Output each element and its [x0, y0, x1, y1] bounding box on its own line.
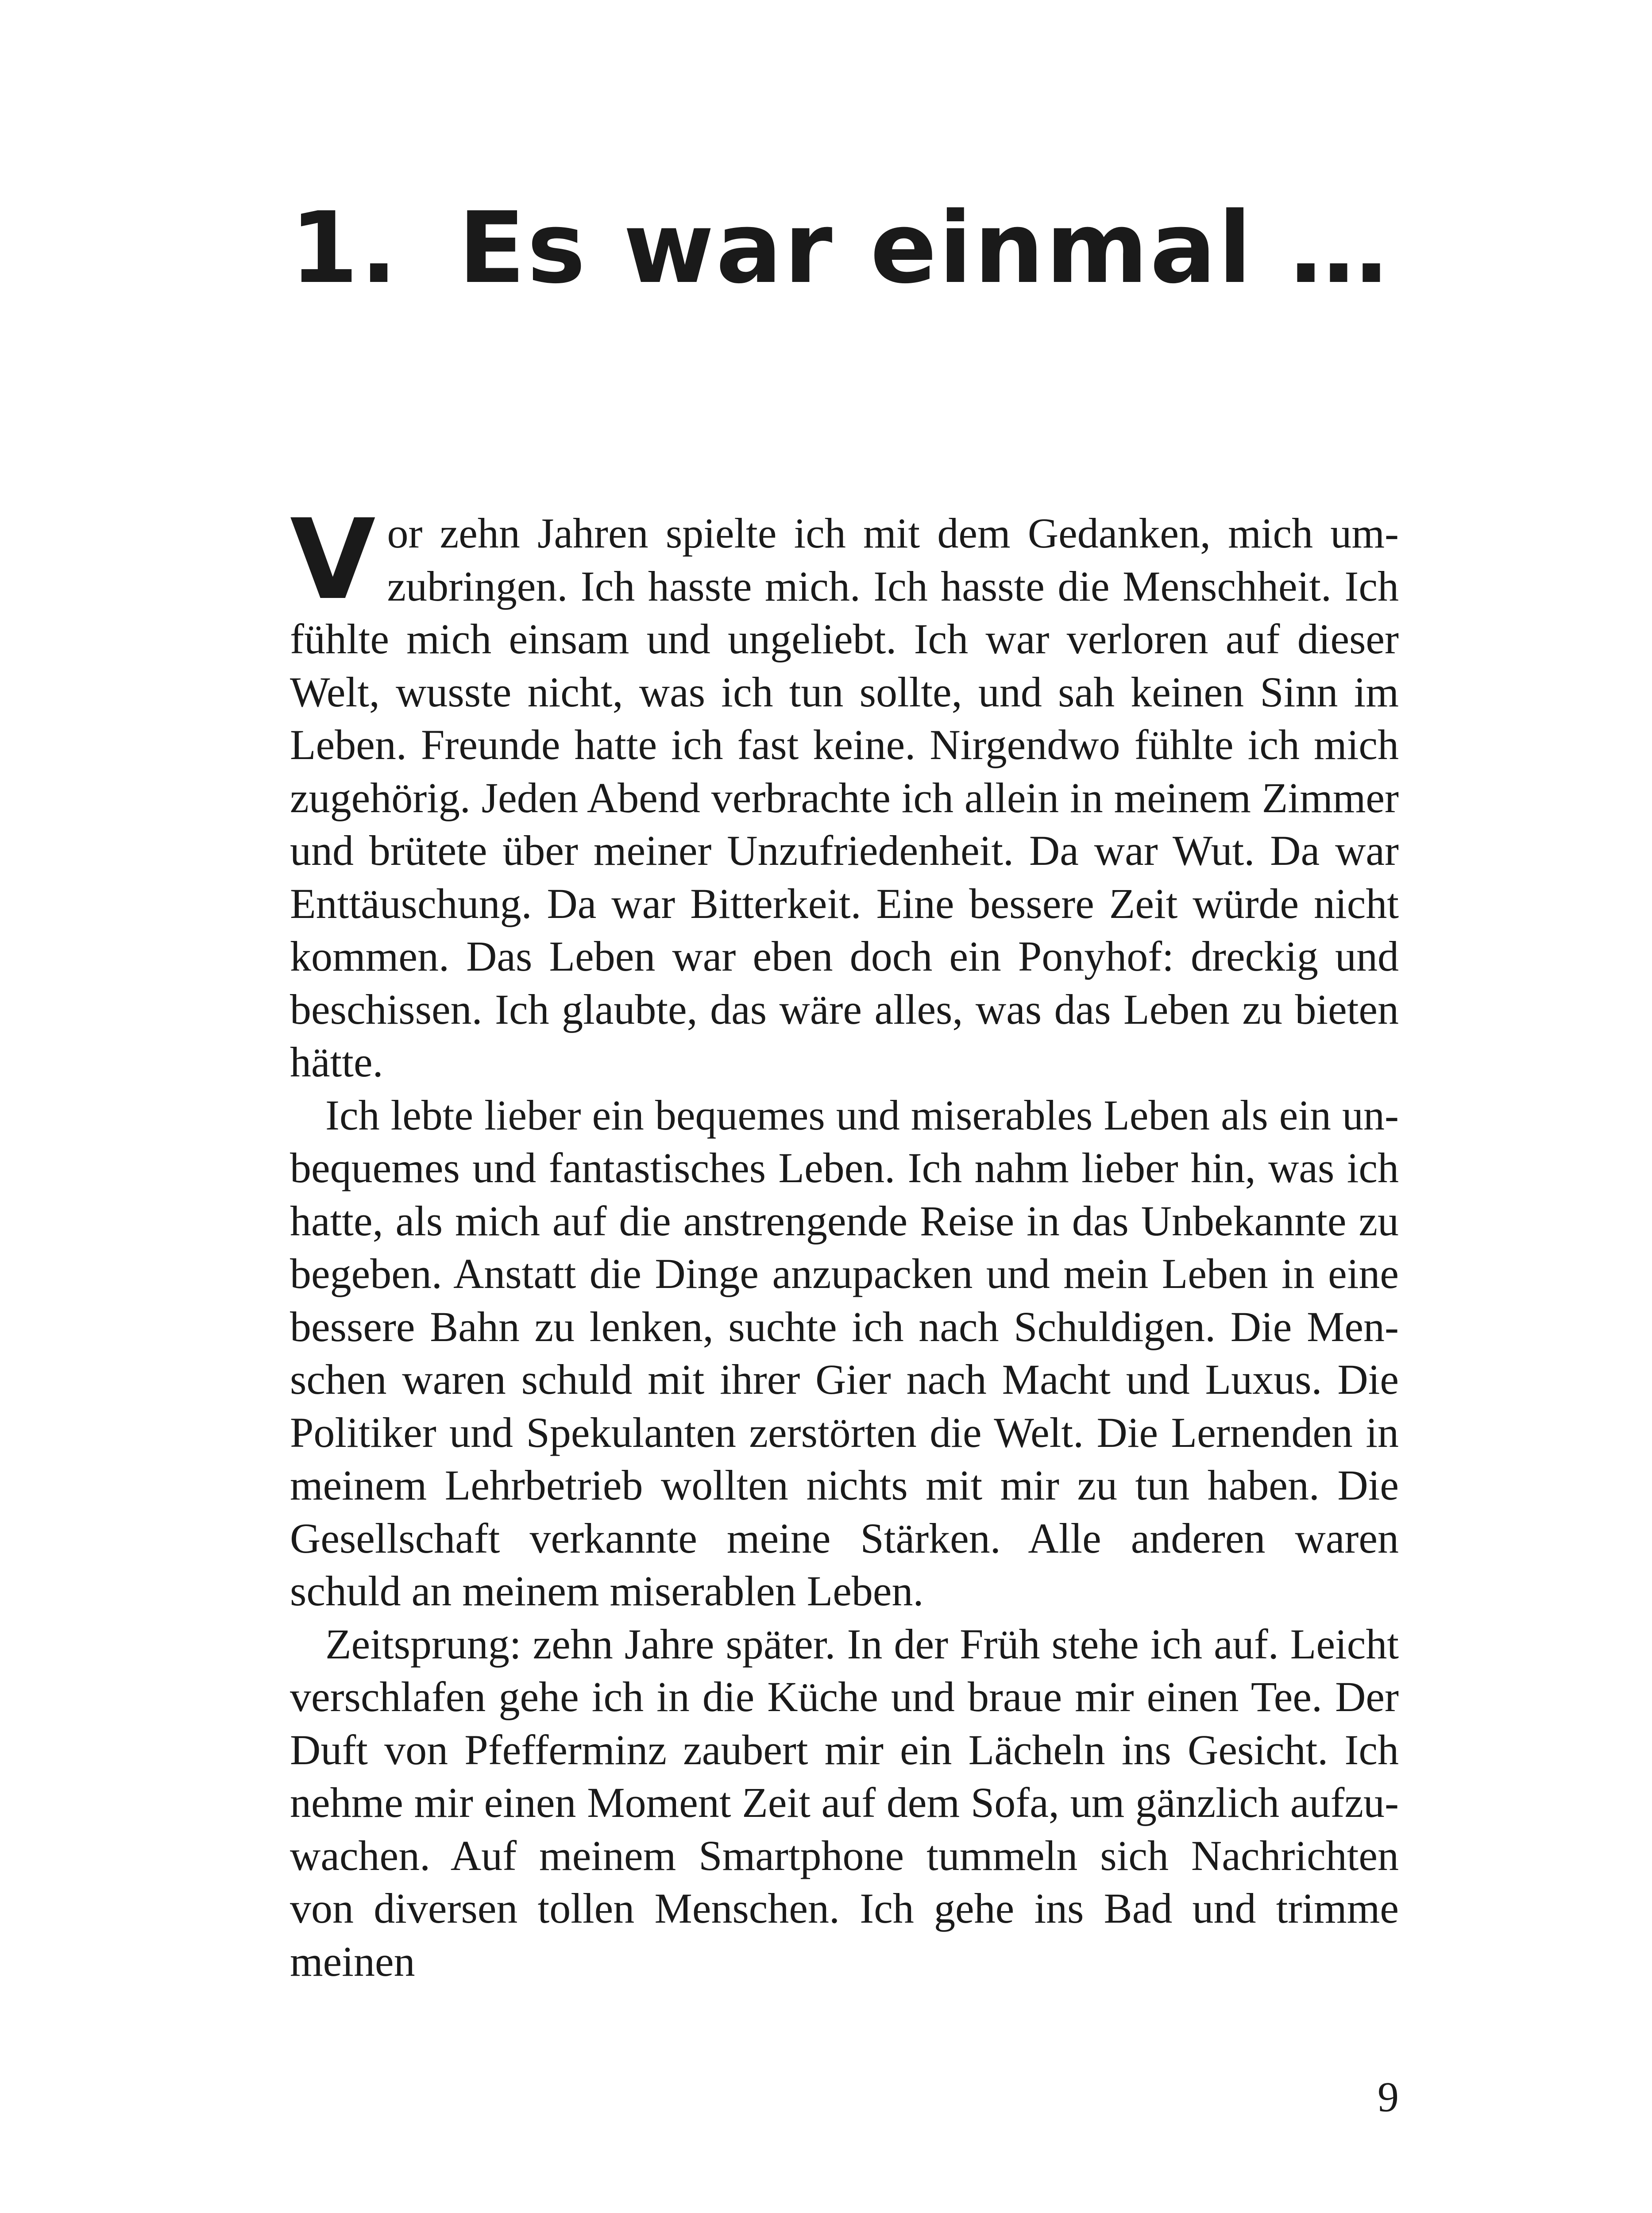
- chapter-body: [290, 495, 1399, 1988]
- chapter-heading: [290, 191, 1390, 305]
- paragraph-2: Ich lebte lieber ein bequemes und miserables Leben als ein unbequemes und fantastisches Leben. Ich nahm lieber hin, was ich hatte, als mich auf die anstrengende Reise in das Unbekannte zu begeben. Anstatt die Dinge anzupacken und mein Leben in eine bessere Bahn zu lenken, suchte ich nach Schuldigen. Die Menschen waren schuld mit ihrer Gier nach Macht und Luxus. Die Politiker und Spekulanten zerstörten die Welt. Die Lernenden in meinem Lehrbetrieb wollten nichts mit mir zu tun haben. Die Gesellschaft verkannte meine Stärken. Alle anderen waren schuld an meinem miserablen Leben.: [290, 1091, 1399, 1615]
- drop-cap: V: [290, 495, 376, 624]
- chapter-title: Es war einmal …: [458, 191, 1390, 305]
- chapter-number: 1.: [290, 191, 399, 305]
- paragraph-1: [290, 495, 1399, 1089]
- paragraph-1-text: or zehn Jahren spielte ich mit dem Gedanken, mich umzubringen. Ich hasste mich. Ich hasste die Menschheit. Ich fühlte mich einsam und ungeliebt. Ich war verloren auf dieser Welt, wusste nicht, was ich tun sollte, und sah keinen Sinn im Leben. Freunde hatte ich fast keine. Nirgendwo fühlte ich mich zugehörig. Jeden Abend verbrachte ich allein in meinem Zimmer und brütete über meiner Unzufriedenheit. Da war Wut. Da war Enttäuschung. Da war Bitterkeit. Eine bessere Zeit würde nicht kommen. Das Leben war eben doch ein Ponyhof: dreckig und beschissen. Ich glaubte, das wäre alles, was das Leben zu bieten hätte.: [290, 509, 1399, 1086]
- page-number: 9: [1378, 2073, 1399, 2120]
- paragraph-3: Zeitsprung: zehn Jahre später. In der Früh stehe ich auf. Leicht verschlafen gehe ich in die Küche und braue mir einen Tee. Der Duft von Pfefferminz zaubert mir ein Lächeln ins Gesicht. Ich nehme mir einen Moment Zeit auf dem Sofa, um gänzlich aufzuwachen. Auf meinem Smartphone tummeln sich Nachrichten von diversen tollen Menschen. Ich gehe ins Bad und trimme meinen: [290, 1620, 1399, 1985]
